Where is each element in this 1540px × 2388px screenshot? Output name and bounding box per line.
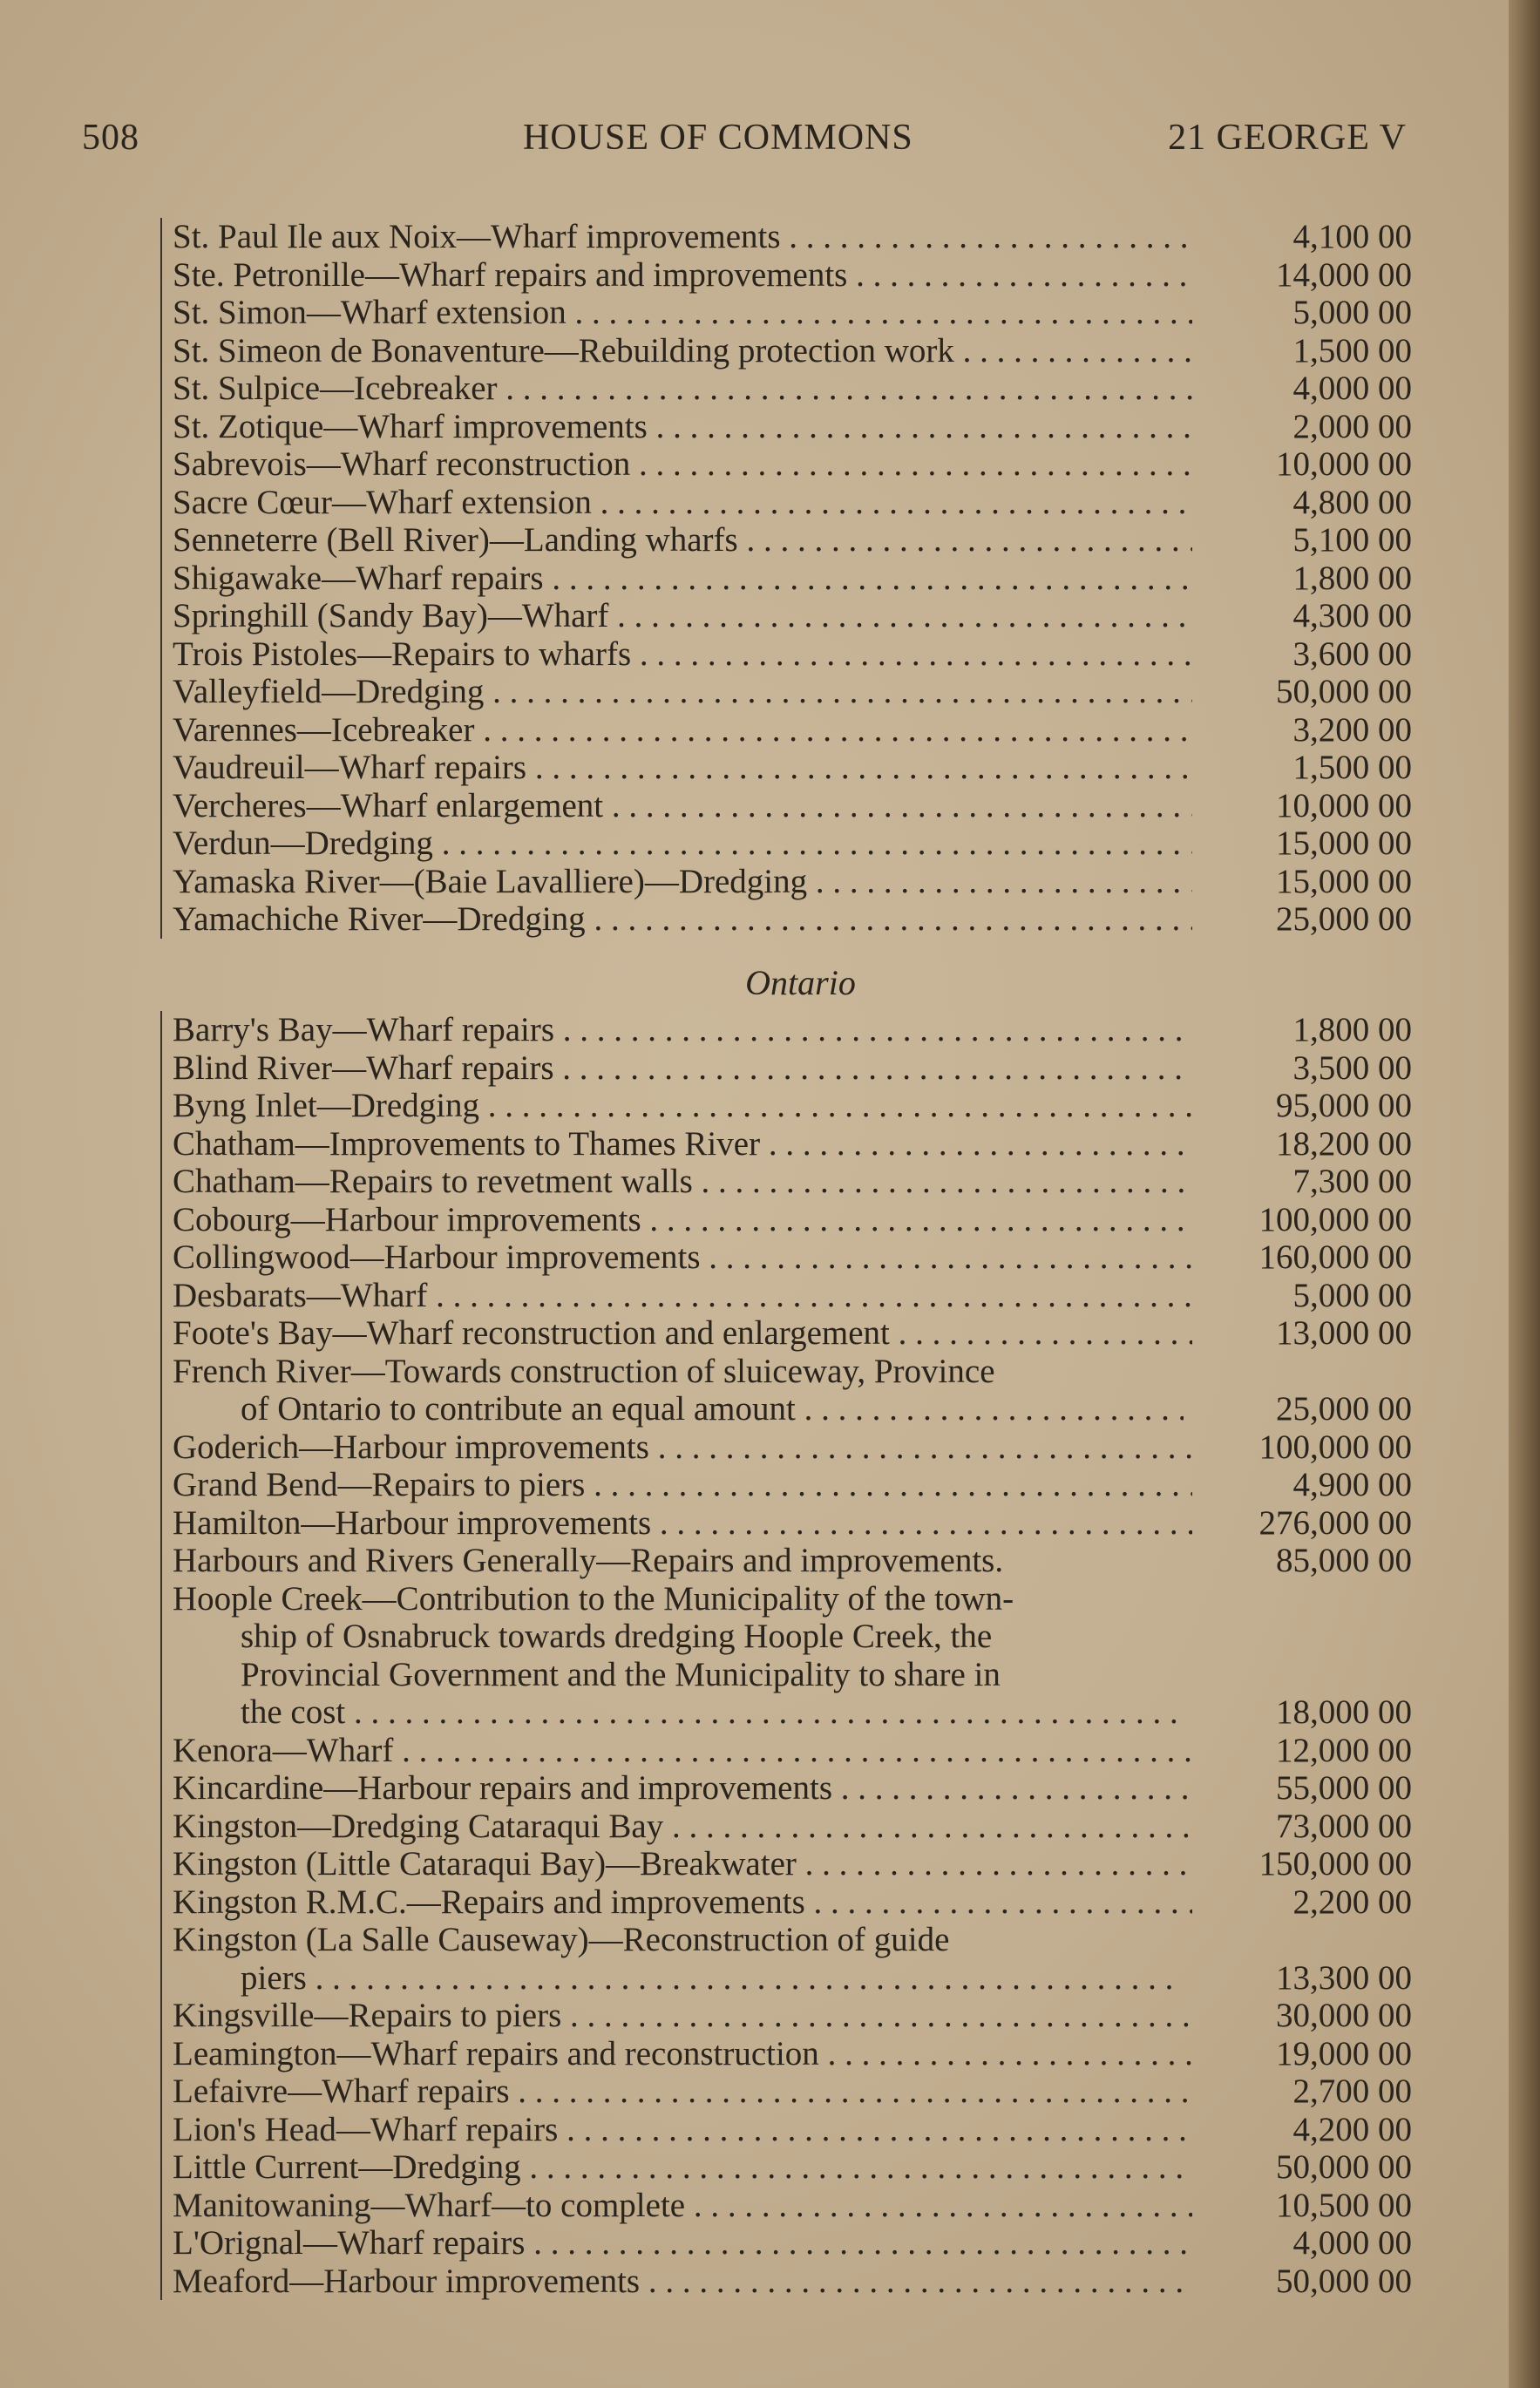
item-label: [173, 1125, 1192, 1163]
item-label: [173, 521, 1192, 560]
item-amount: 50,000 00: [1276, 2262, 1412, 2300]
item-label: [173, 2262, 1192, 2301]
page-header: [82, 117, 1407, 169]
item-label-text: Collingwood—Harbour improvements: [173, 1238, 701, 1276]
list-item: [162, 863, 1412, 901]
list-item: [162, 1542, 1412, 1580]
list-item: [162, 445, 1412, 484]
item-label: [173, 673, 1192, 711]
item-amount: 50,000 00: [1276, 673, 1412, 710]
item-amount: 12,000 00: [1276, 1731, 1412, 1769]
item-label: [173, 1808, 1192, 1846]
item-label: [173, 1238, 1192, 1277]
item-label: [173, 1845, 1192, 1883]
book-spine-edge: [1509, 0, 1540, 2388]
item-label-text: Hoople Creek—Contribution to the Municipality of the town-: [173, 1579, 1014, 1618]
list-item: [162, 1580, 1412, 1732]
list-item: [162, 1087, 1412, 1125]
item-label-text: Ste. Petronille—Wharf repairs and improvements: [173, 255, 848, 294]
list-item: [162, 256, 1412, 295]
item-label-text: Trois Pistoles—Repairs to wharfs: [173, 634, 632, 673]
list-item: [162, 2111, 1412, 2149]
item-label-text: Kingston (La Salle Causeway)—Reconstruction of guide: [173, 1921, 950, 1958]
item-label: [173, 2073, 1192, 2111]
list-item: [162, 673, 1412, 711]
dot-leader: [631, 635, 1192, 673]
item-label-text: Sacre Cœur—Wharf extension: [173, 483, 592, 521]
item-amount: 150,000 00: [1258, 1845, 1412, 1883]
item-label: [173, 1769, 1192, 1808]
dot-leader: [393, 1732, 1192, 1769]
list-item: [162, 824, 1412, 863]
item-label: [173, 1201, 1192, 1239]
list-item: [162, 1808, 1412, 1846]
section-heading-ontario: Ontario: [745, 963, 856, 1002]
item-amount: 5,000 00: [1292, 1276, 1412, 1314]
dot-leader: [641, 1201, 1192, 1238]
item-label: [173, 635, 1192, 674]
item-label-text: Sabrevois—Wharf reconstruction: [173, 445, 631, 483]
item-label: [173, 2111, 1192, 2149]
item-amount: 18,000 00: [1276, 1693, 1412, 1731]
item-label-text: ship of Osnabruck towards dredging Hoople Creek, the: [241, 1618, 993, 1655]
list-item: [162, 1466, 1412, 1504]
dot-leader: [566, 294, 1192, 331]
dot-leader: [630, 445, 1192, 483]
item-label-line: [173, 1390, 1184, 1428]
list-item: [162, 560, 1412, 598]
item-label-text: Lion's Head—Wharf repairs: [173, 2110, 559, 2148]
dot-leader: [608, 597, 1192, 634]
list-item: [162, 332, 1412, 370]
dot-leader: [544, 560, 1192, 597]
dot-leader: [796, 1390, 1184, 1428]
list-item: [162, 2224, 1412, 2262]
item-label-text: Lefaivre—Wharf repairs: [173, 2073, 510, 2110]
dot-leader: [307, 1959, 1184, 1997]
dot-leader: [685, 2187, 1192, 2224]
item-amount: 2,200 00: [1292, 1883, 1412, 1921]
dot-leader: [819, 2035, 1192, 2073]
item-amount: 1,800 00: [1292, 559, 1412, 597]
dot-leader: [603, 787, 1192, 824]
item-label: [173, 1542, 1192, 1580]
item-label-text: St. Paul Ile aux Noix—Wharf improvements: [173, 218, 781, 255]
item-label-text: Foote's Bay—Wharf reconstruction and enlargement: [173, 1314, 890, 1352]
item-label-text: Cobourg—Harbour improvements: [173, 1200, 641, 1238]
item-label: [173, 1732, 1192, 1770]
item-label: [173, 1049, 1192, 1088]
item-label-text: Hamilton—Harbour improvements: [173, 1503, 652, 1542]
item-label-text: Yamaska River—(Baie Lavalliere)—Dredging: [173, 862, 808, 900]
list-item: [162, 1732, 1412, 1770]
item-label-text: Barry's Bay—Wharf repairs: [173, 1011, 555, 1048]
dot-leader: [592, 484, 1192, 521]
item-label: [173, 2224, 1192, 2262]
item-label: [173, 2148, 1192, 2187]
item-label: [173, 711, 1192, 750]
item-amount: 3,500 00: [1292, 1048, 1412, 1087]
item-amount: 4,100 00: [1292, 218, 1412, 255]
item-amount: 55,000 00: [1276, 1769, 1412, 1807]
list-item: [162, 1314, 1412, 1353]
page-number: 508: [82, 118, 139, 158]
item-label-text: the cost: [241, 1693, 346, 1731]
item-label-text: Blind River—Wharf repairs: [173, 1048, 554, 1087]
list-item: [162, 1353, 1412, 1428]
item-amount: 85,000 00: [1276, 1542, 1412, 1579]
item-amount: 4,800 00: [1292, 483, 1412, 521]
item-amount: 1,500 00: [1292, 331, 1412, 370]
item-label-text: Yamachiche River—Dredging: [173, 900, 586, 938]
item-label: [173, 1163, 1192, 1201]
dot-leader: [510, 2073, 1192, 2110]
dot-leader: [832, 1769, 1192, 1807]
item-amount: 100,000 00: [1258, 1200, 1412, 1238]
dot-leader: [648, 408, 1192, 445]
item-label-line: [173, 1656, 1184, 1694]
item-label: [173, 1277, 1192, 1315]
item-amount: 100,000 00: [1258, 1428, 1412, 1466]
item-label: [173, 1011, 1192, 1049]
dot-leader: [693, 1163, 1192, 1200]
item-label: [173, 1466, 1192, 1504]
dot-leader: [561, 1997, 1192, 2034]
dot-leader: [554, 1011, 1192, 1048]
dot-leader: [526, 749, 1192, 786]
dot-leader: [554, 1049, 1192, 1087]
running-title: HOUSE OF COMMONS: [523, 118, 913, 158]
dot-leader: [498, 370, 1192, 407]
item-amount: 25,000 00: [1276, 900, 1412, 938]
item-label: [173, 1314, 1192, 1353]
dot-leader: [586, 900, 1192, 938]
item-label: [173, 1087, 1192, 1125]
item-label: [173, 560, 1192, 598]
item-amount: 1,800 00: [1292, 1011, 1412, 1048]
list-item: [162, 900, 1412, 939]
item-label: [173, 445, 1192, 484]
item-amount: 3,200 00: [1292, 710, 1412, 749]
list-item: [162, 787, 1412, 825]
list-item: [162, 521, 1412, 560]
item-label-text: Kenora—Wharf: [173, 1731, 394, 1769]
item-amount: 18,200 00: [1276, 1124, 1412, 1163]
list-item: [162, 2187, 1412, 2225]
item-label: [173, 256, 1192, 295]
dot-leader: [525, 2224, 1192, 2262]
item-amount: 14,000 00: [1276, 255, 1412, 294]
item-amount: 13,300 00: [1276, 1958, 1412, 1997]
list-item: [162, 597, 1412, 635]
dot-leader: [640, 2262, 1192, 2300]
list-item: [162, 1883, 1412, 1922]
item-label-text: St. Zotique—Wharf improvements: [173, 407, 648, 445]
item-amount: 1,500 00: [1292, 749, 1412, 786]
item-label-text: Chatham—Repairs to revetment walls: [173, 1163, 693, 1200]
item-label: [173, 1883, 1192, 1922]
item-label: [173, 484, 1192, 522]
item-amount: 4,000 00: [1292, 2224, 1412, 2262]
list-item: [162, 2035, 1412, 2073]
dot-leader: [474, 711, 1192, 749]
item-label-text: St. Sulpice—Icebreaker: [173, 370, 498, 407]
list-item: [162, 1163, 1412, 1201]
item-label-text: Springhill (Sandy Bay)—Wharf: [173, 597, 609, 634]
item-label-text: Kingston (Little Cataraqui Bay)—Breakwater: [173, 1845, 797, 1883]
list-item: [162, 1277, 1412, 1315]
item-label-line: [173, 1921, 1184, 1959]
item-amount: 15,000 00: [1276, 862, 1412, 900]
list-item: [162, 749, 1412, 787]
item-amount: 13,000 00: [1276, 1314, 1412, 1352]
dot-leader: [558, 2111, 1192, 2148]
dot-leader: [781, 218, 1192, 255]
item-label: [173, 1921, 1192, 1997]
item-label: [173, 824, 1192, 863]
list-item: [162, 711, 1412, 750]
item-label: [173, 370, 1192, 408]
item-label-text: Vercheres—Wharf enlargement: [173, 786, 604, 824]
list-item: [162, 294, 1412, 332]
list-item: [162, 1201, 1412, 1239]
item-label-text: Kingston R.M.C.—Repairs and improvements: [173, 1883, 805, 1921]
list-item: [162, 1428, 1412, 1467]
quebec-items-list: [160, 218, 1412, 939]
list-item: [162, 1769, 1412, 1808]
item-amount: 10,000 00: [1276, 786, 1412, 824]
item-label-text: Valleyfield—Dredging: [173, 673, 485, 710]
dot-leader: [663, 1808, 1192, 1845]
list-item: [162, 408, 1412, 446]
item-label-text: L'Orignal—Wharf repairs: [173, 2224, 526, 2262]
item-label-text: French River—Towards construction of sluiceway, Province: [173, 1352, 995, 1390]
item-label-text: Kingston—Dredging Cataraqui Bay: [173, 1807, 664, 1845]
item-amount: 160,000 00: [1258, 1238, 1412, 1276]
item-label-text: piers: [241, 1958, 307, 1997]
item-label-text: Leamington—Wharf repairs and reconstruction: [173, 2034, 819, 2073]
item-label-text: Kincardine—Harbour repairs and improvements: [173, 1769, 832, 1807]
item-label-text: Varennes—Icebreaker: [173, 710, 475, 749]
item-label-text: Chatham—Improvements to Thames River: [173, 1124, 761, 1163]
item-label: [173, 1580, 1192, 1732]
regnal-year: 21 GEORGE V: [1168, 118, 1407, 158]
item-label: [173, 900, 1192, 939]
item-label-text: St. Simon—Wharf extension: [173, 294, 566, 331]
item-amount: 10,000 00: [1276, 445, 1412, 483]
item-label-text: of Ontario to contribute an equal amount: [241, 1390, 796, 1428]
list-item: [162, 2073, 1412, 2111]
item-label-line: [173, 1353, 1184, 1391]
item-amount: 50,000 00: [1276, 2148, 1412, 2186]
item-amount: 4,200 00: [1292, 2110, 1412, 2148]
item-label-line: [173, 1618, 1184, 1656]
item-label-text: Senneterre (Bell River)—Landing wharfs: [173, 521, 738, 559]
item-label: [173, 332, 1192, 370]
item-amount: 276,000 00: [1258, 1503, 1412, 1542]
item-label-text: Kingsville—Repairs to piers: [173, 1997, 562, 2034]
list-item: [162, 2262, 1412, 2301]
list-item: [162, 1125, 1412, 1163]
item-label: [173, 294, 1192, 332]
item-amount: 10,500 00: [1276, 2186, 1412, 2224]
item-amount: 7,300 00: [1292, 1163, 1412, 1200]
dot-leader: [345, 1693, 1184, 1731]
list-item: [162, 1049, 1412, 1088]
list-item: [162, 1011, 1412, 1049]
item-amount: 3,600 00: [1292, 634, 1412, 673]
item-amount: 15,000 00: [1276, 824, 1412, 862]
dot-leader: [484, 673, 1192, 710]
item-label-line: [173, 1959, 1184, 1998]
item-label-text: Meaford—Harbour improvements: [173, 2262, 641, 2300]
item-label: [173, 1997, 1192, 2035]
dot-leader: [797, 1845, 1192, 1883]
list-item: [162, 635, 1412, 674]
dot-leader: [954, 332, 1192, 370]
ontario-items-list: [160, 1011, 1412, 2300]
item-amount: 30,000 00: [1276, 1997, 1412, 2034]
item-amount: 4,900 00: [1292, 1466, 1412, 1503]
item-amount: 4,300 00: [1292, 597, 1412, 634]
item-amount: 5,000 00: [1292, 294, 1412, 331]
item-label: [173, 863, 1192, 901]
list-item: [162, 1921, 1412, 1997]
list-item: [162, 370, 1412, 408]
dot-leader: [847, 256, 1192, 294]
item-label: [173, 218, 1192, 256]
item-label: [173, 408, 1192, 446]
item-label-text: Desbarats—Wharf: [173, 1276, 428, 1314]
dot-leader: [521, 2148, 1192, 2186]
dot-leader: [433, 824, 1192, 862]
item-label: [173, 1428, 1192, 1467]
list-item: [162, 2148, 1412, 2187]
item-label: [173, 749, 1192, 787]
item-label: [173, 2035, 1192, 2073]
item-label: [173, 1353, 1192, 1428]
item-label-text: Shigawake—Wharf repairs: [173, 559, 544, 597]
item-label-line: [173, 1580, 1184, 1618]
item-label-text: Vaudreuil—Wharf repairs: [173, 749, 527, 786]
item-label: [173, 1504, 1192, 1543]
dot-leader: [701, 1238, 1192, 1276]
list-item: [162, 1504, 1412, 1543]
item-label-text: Grand Bend—Repairs to piers: [173, 1466, 586, 1503]
dot-leader: [760, 1125, 1192, 1163]
item-label: [173, 2187, 1192, 2225]
item-amount: 5,100 00: [1292, 521, 1412, 559]
item-amount: 73,000 00: [1276, 1807, 1412, 1845]
dot-leader: [738, 521, 1192, 559]
dot-leader: [649, 1428, 1192, 1466]
item-label-text: Harbours and Rivers Generally—Repairs and improvements.: [173, 1542, 1004, 1579]
dot-leader: [585, 1466, 1192, 1503]
item-label: [173, 787, 1192, 825]
list-item: [162, 1997, 1412, 2035]
dot-leader: [651, 1504, 1192, 1542]
item-amount: 19,000 00: [1276, 2034, 1412, 2073]
dot-leader: [890, 1314, 1192, 1352]
item-label-text: Manitowaning—Wharf—to complete: [173, 2186, 686, 2224]
item-label-text: Byng Inlet—Dredging: [173, 1087, 480, 1124]
item-amount: 2,700 00: [1292, 2073, 1412, 2110]
dot-leader: [807, 863, 1192, 900]
item-amount: 95,000 00: [1276, 1087, 1412, 1124]
item-label-text: Little Current—Dredging: [173, 2148, 521, 2186]
item-label-text: Provincial Government and the Municipality to share in: [241, 1655, 1001, 1693]
list-item: [162, 1845, 1412, 1883]
item-label-text: Verdun—Dredging: [173, 824, 433, 862]
item-amount: 4,000 00: [1292, 370, 1412, 407]
item-label: [173, 597, 1192, 635]
list-item: [162, 1238, 1412, 1277]
item-label-text: Goderich—Harbour improvements: [173, 1428, 649, 1466]
item-amount: 25,000 00: [1276, 1390, 1412, 1428]
item-label-line: [173, 1693, 1184, 1732]
item-amount: 2,000 00: [1292, 407, 1412, 445]
dot-leader: [805, 1883, 1192, 1921]
list-item: [162, 484, 1412, 522]
item-label-text: St. Simeon de Bonaventure—Rebuilding protection work: [173, 331, 954, 370]
dot-leader: [479, 1087, 1192, 1124]
list-item: [162, 218, 1412, 256]
dot-leader: [427, 1277, 1192, 1314]
